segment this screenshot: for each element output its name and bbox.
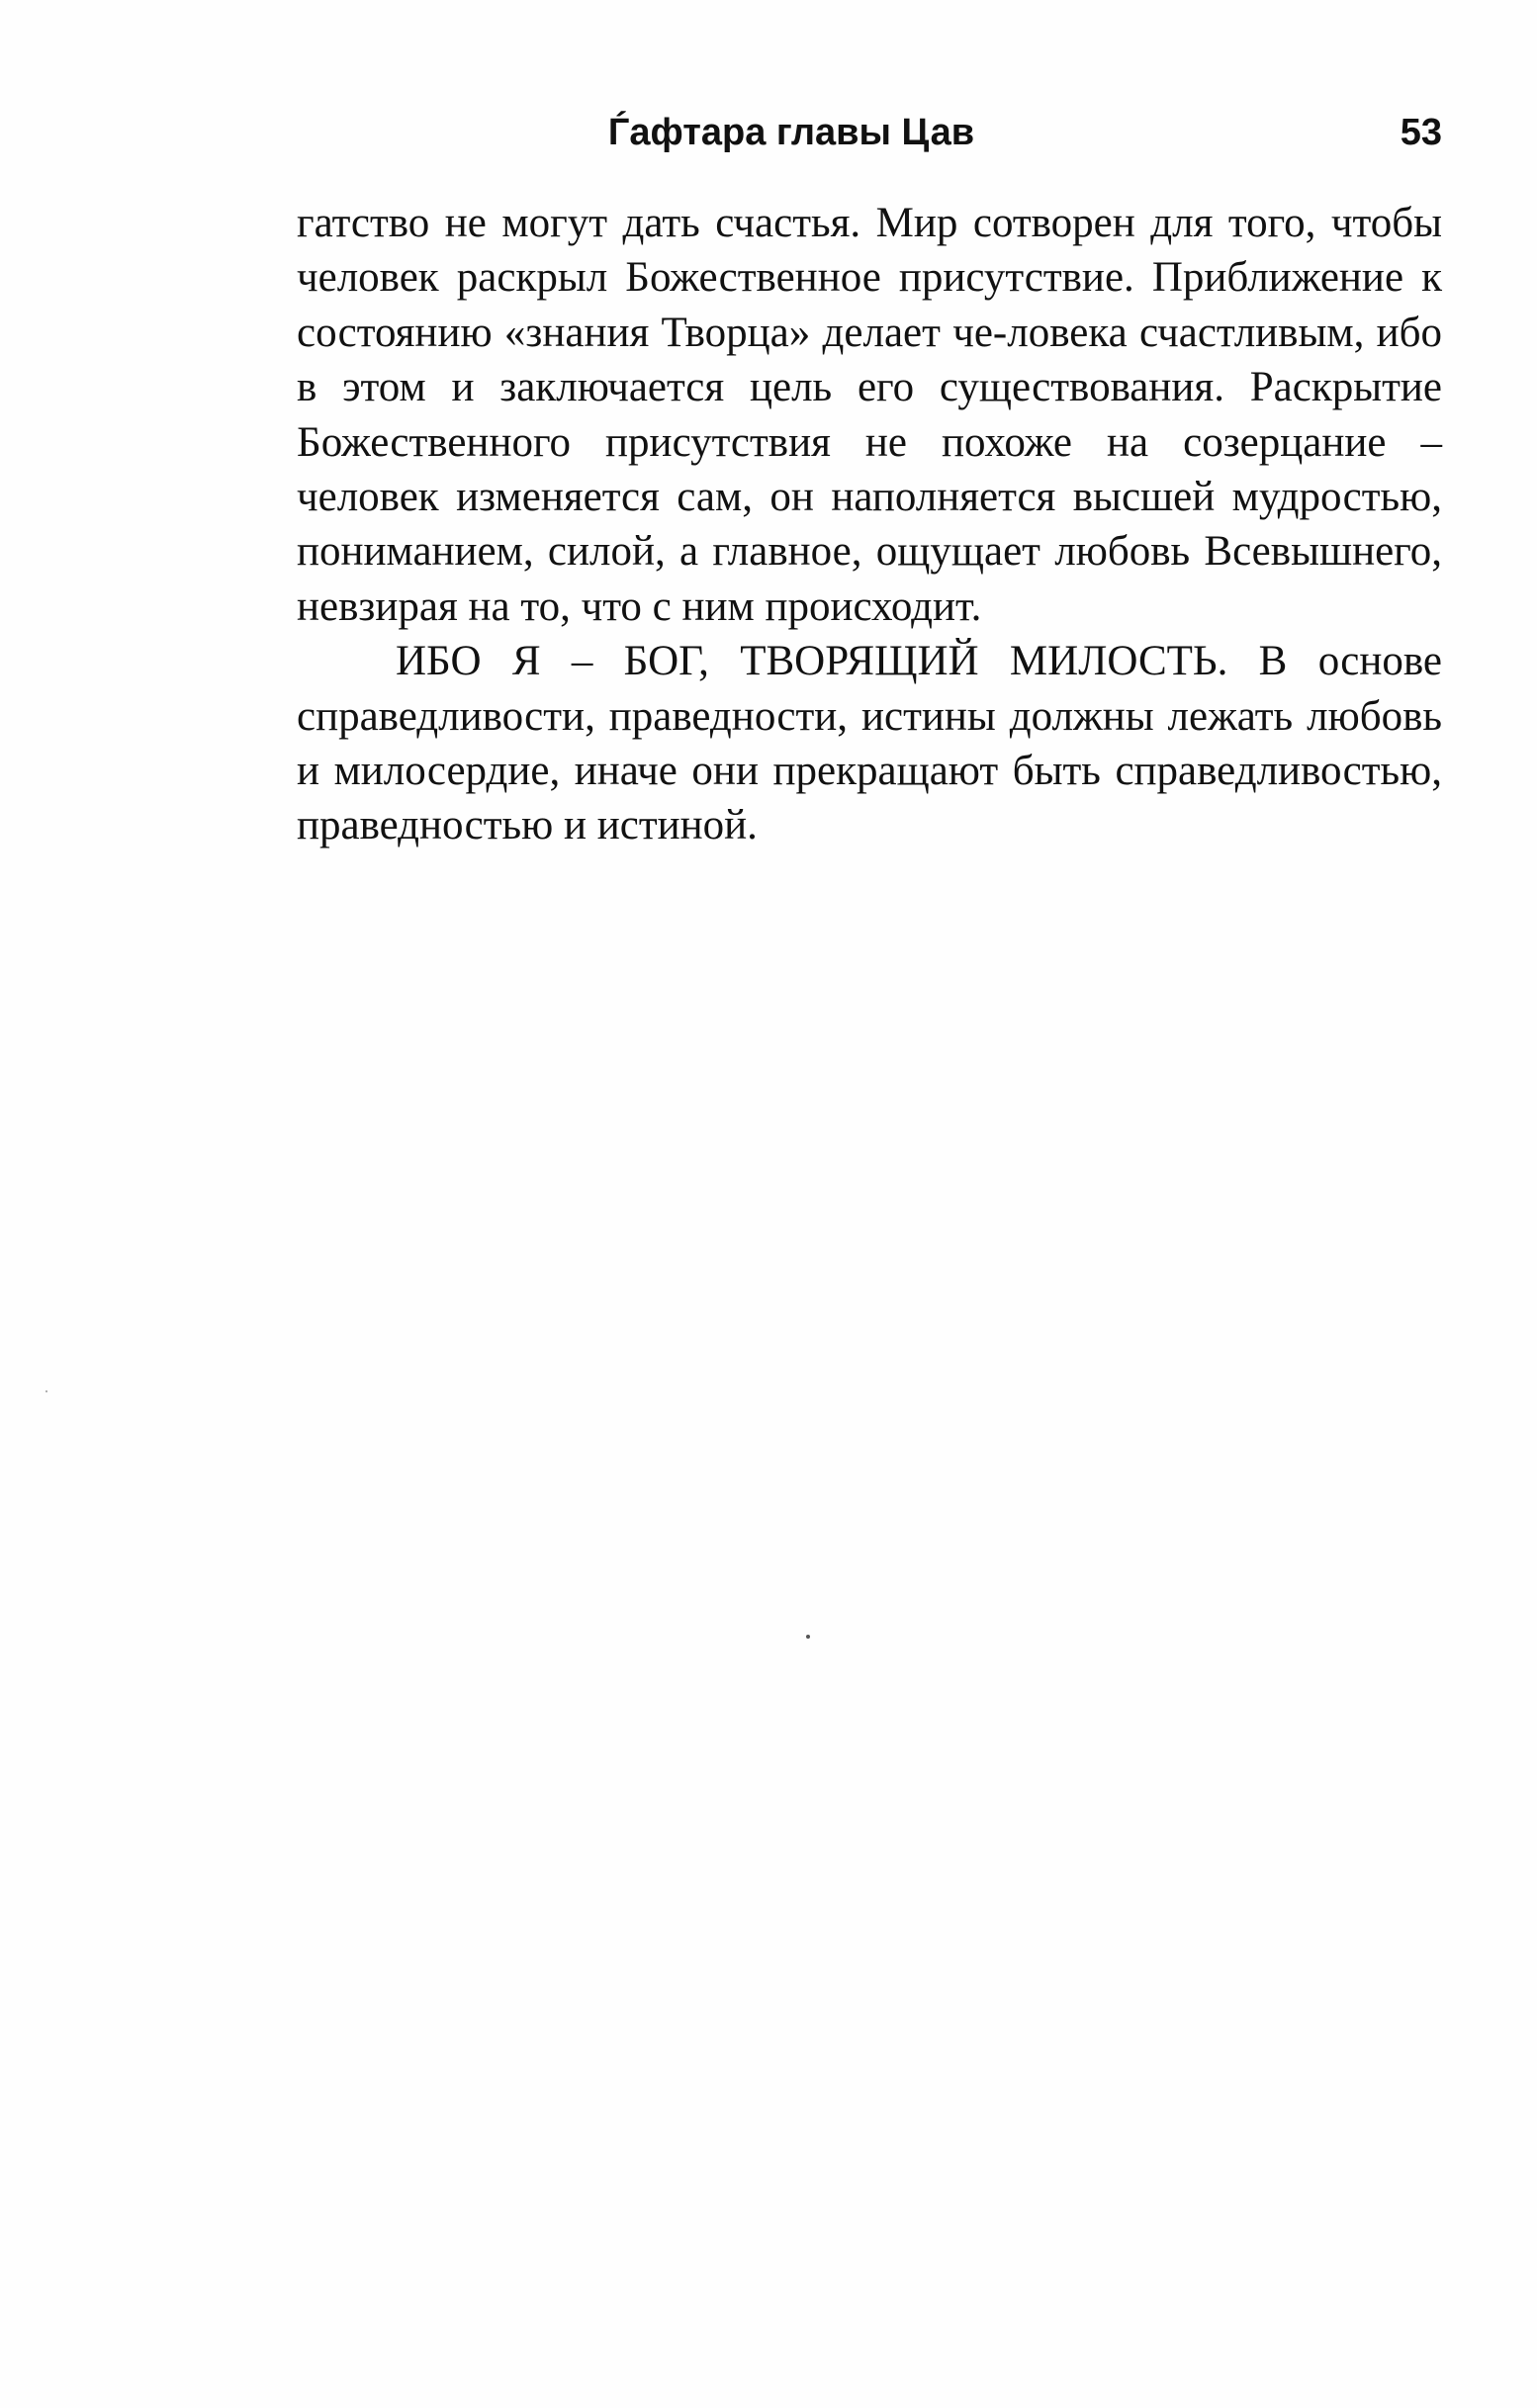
scan-speck bbox=[45, 1390, 47, 1392]
chapter-title: Ѓафтара главы Цав bbox=[607, 112, 975, 153]
paragraph: ИБО Я – БОГ, ТВОРЯЩИЙ МИЛОСТЬ. В основе справедливости, праведности, истины должны лежать любовь и милосердие, иначе они прекращают быть справедливостью, праведностью и истиной. bbox=[297, 638, 1442, 849]
body-text bbox=[297, 196, 1442, 853]
scan-speck bbox=[806, 1635, 810, 1639]
page-number: 53 bbox=[1400, 112, 1442, 153]
paragraph-continuation: гатство не могут дать счастья. Мир сотворен для того, чтобы человек раскрыл Божественное присутствие. Приближение к состоянию «знания Творца» делает че-ловека счастливым, ибо в этом и заключается цель его существования. Раскрытие Божественного присутствия не похоже на созерцание – человек изменяется сам, он наполняется высшей мудростью, пониманием, силой, а главное, ощущает любовь Всевышнего, невзирая на то, что с ним происходит. bbox=[297, 200, 1442, 630]
running-header bbox=[297, 105, 1442, 160]
